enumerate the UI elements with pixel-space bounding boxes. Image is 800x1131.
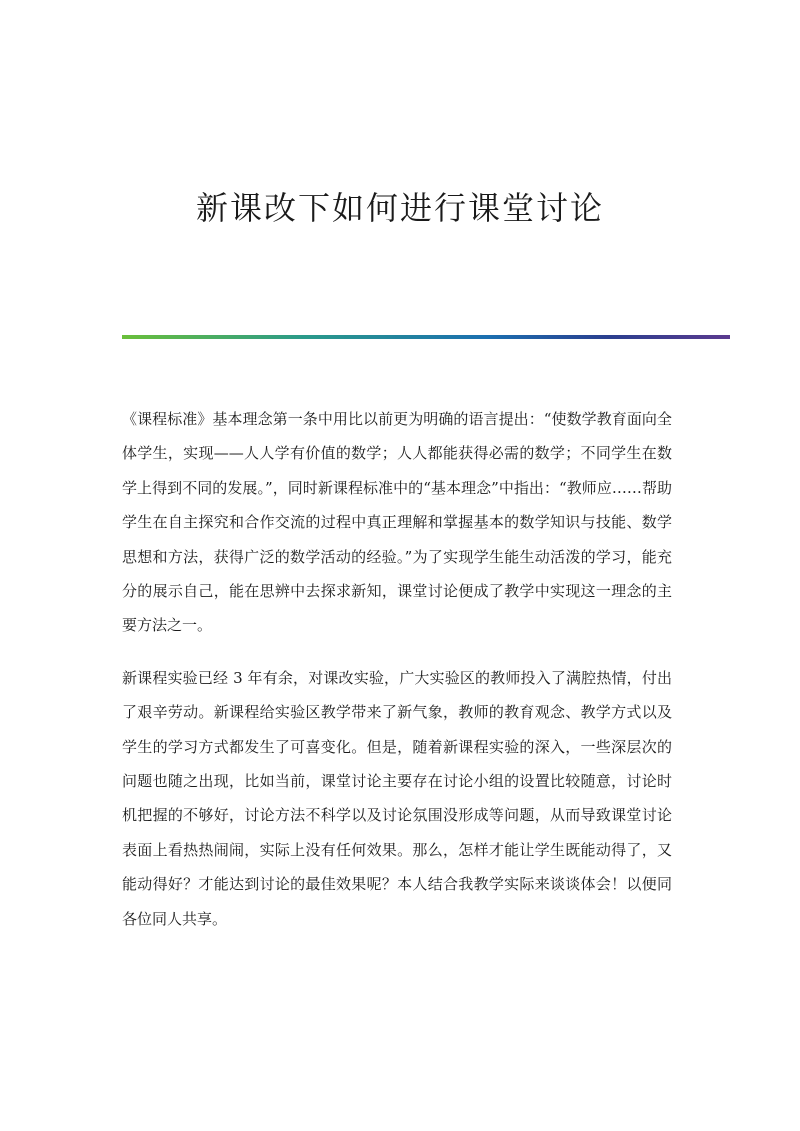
paragraph-1: 《课程标准》基本理念第一条中用比以前更为明确的语言提出：“使数学教育面向全体学生，实现——人人学有价值的数学；人人都能获得必需的数学；不同学生在数学上得到不同的发展。”，同时新课程标准中的“基本理念”中指出：“教师应……帮助学生在自主探究和合作交流的过程中真正理解和掌握基本的数学知识与技能、数学思想和方法，获得广泛的数学活动的经验。”为了实现学生能生动活泼的学习，能充分的展示自己，能在思辨中去探求新知，课堂讨论便成了教学中实现这一理念的主要方法之一。 [122,410,672,635]
paragraph-2: 新课程实验已经 3 年有余，对课改实验，广大实验区的教师投入了满腔热情，付出了艰辛劳动。新课程给实验区教学带来了新气象，教师的教育观念、教学方式以及学生的学习方式都发生了可喜变化。但是，随着新课程实验的深入，一些深层次的问题也随之出现，比如当前，课堂讨论主要存在讨论小组的设置比较随意，讨论时机把握的不够好，讨论方法不科学以及讨论氛围没形成等问题，从而导致课堂讨论表面上看热热闹闹，实际上没有任何效果。那么，怎样才能让学生既能动得了，又能动得好？才能达到讨论的最佳效果呢？本人结合我教学实际来谈谈体会！以便同各位同人共享。 [122,668,672,928]
document-body [122,402,672,954]
page-title: 新课改下如何进行课堂讨论 [195,189,604,227]
title-divider [122,335,730,339]
